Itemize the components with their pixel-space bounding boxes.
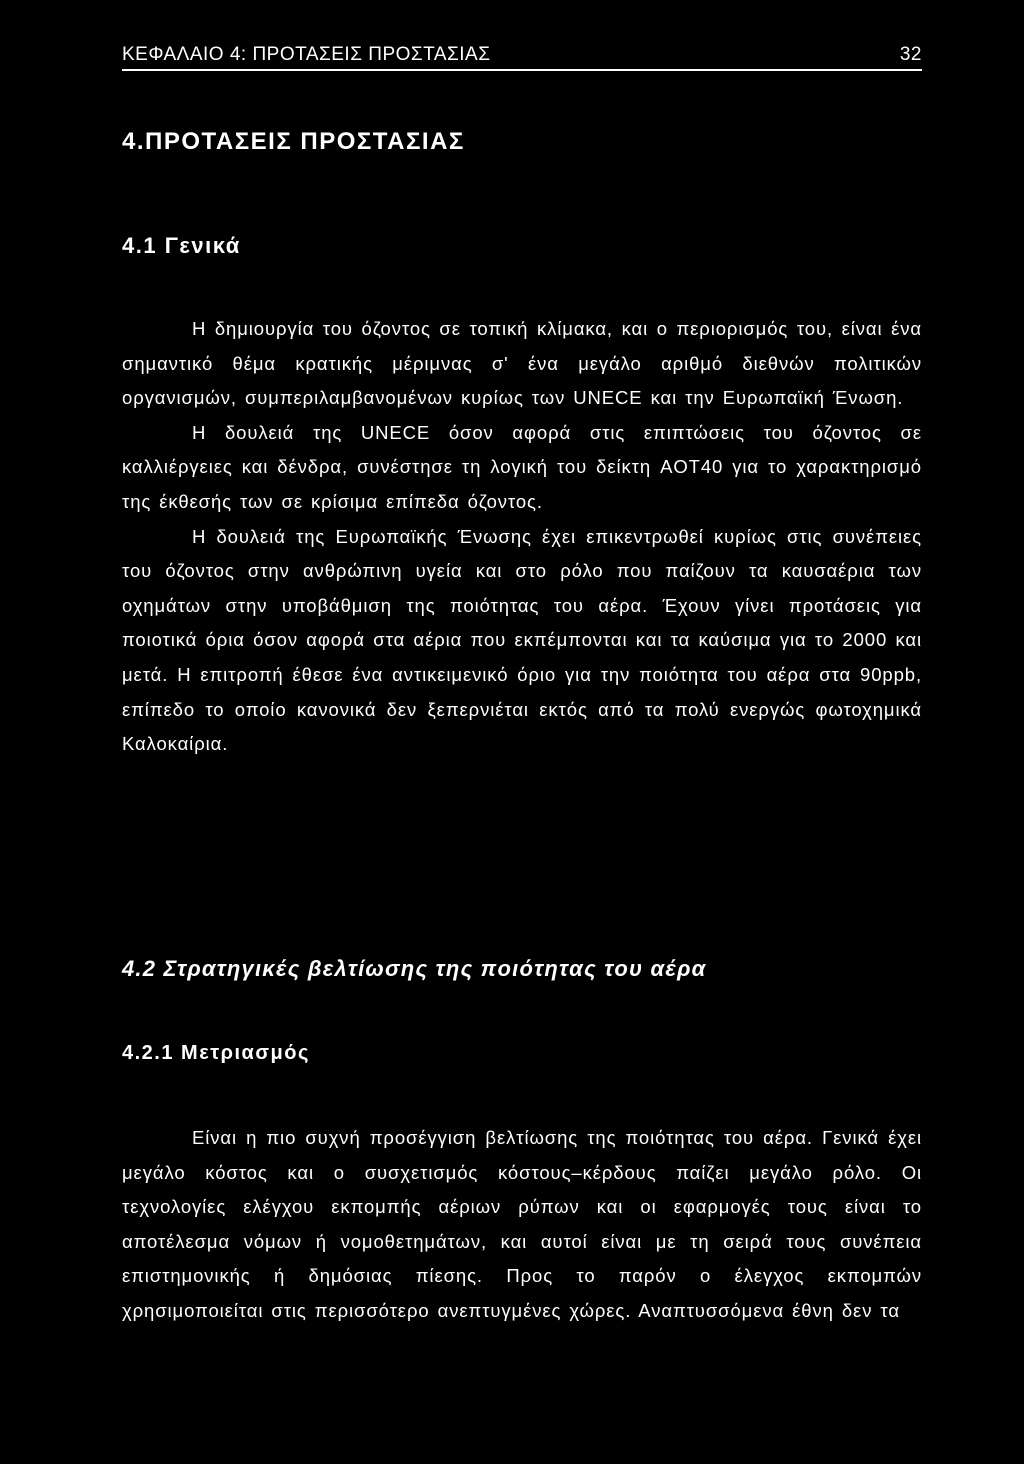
section-general-body (122, 312, 922, 762)
paragraph: Είναι η πιο συχνή προσέγγιση βελτίωσης της ποιότητας του αέρα. Γενικά έχει μεγάλο κόστος και ο συσχετισμός κόστους–κέρδους παίζει μεγάλο ρόλο. Οι τεχνολογίες ελέγχου εκπομπής αέριων ρύπων και οι εφαρμογές τους είναι το αποτέλεσμα νόμων ή νομοθετημάτων, και αυτοί είναι με τη σειρά τους συνέπεια επιστημονικής ή δημόσιας πίεσης. Προς το παρόν ο έλεγχος εκπομπών χρησιμοποιείται στις περισσότερο ανεπτυγμένες χώρες. Αναπτυσσόμενα έθνη δεν τα (122, 1127, 922, 1321)
chapter-title: 4.ΠΡΟΤΑΣΕΙΣ ΠΡΟΣΤΑΣΙΑΣ (122, 128, 465, 155)
header-chapter-title: ΚΕΦΑΛΑΙΟ 4: ΠΡΟΤΑΣΕΙΣ ΠΡΟΣΤΑΣΙΑΣ (122, 44, 491, 65)
subsection-title-mitigation: 4.2.1 Μετριασμός (122, 1042, 310, 1064)
paragraph: Η δουλειά της UNECE όσον αφορά στις επιπτώσεις του όζοντος σε καλλιέργειες και δένδρα, συνέστησε τη λογική του δείκτη AOT40 για το χαρακτηρισμό της έκθεσής των σε κρίσιμα επίπεδα όζοντος. (122, 421, 922, 512)
running-header (122, 44, 922, 71)
header-page-number: 32 (899, 44, 922, 65)
paragraph: Η δουλειά της Ευρωπαϊκής Ένωσης έχει επικεντρωθεί κυρίως στις συνέπειες του όζοντος στην ανθρώπινη υγεία και στο ρόλο που παίζουν τα καυσαέρια των οχημάτων στην υποβάθμιση της ποιότητας του αέρα. Έχουν γίνει προτάσεις για ποιοτικά όρια όσον αφορά στα αέρια που εκπέμπονται και τα καύσιμα για το 2000 και μετά. Η επιτροπή έθεσε ένα αντικειμενικό όριο για την ποιότητα του αέρα στα 90ppb, επίπεδο το οποίο κανονικά δεν ξεπερνιέται εκτός από τα πολύ ενεργώς φωτοχημικά Καλοκαίρια. (122, 525, 922, 755)
subsection-mitigation-body (122, 1121, 922, 1329)
paragraph: Η δημιουργία του όζοντος σε τοπική κλίμακα, και ο περιορισμός του, είναι ένα σημαντικό θέμα κρατικής μέριμνας σ' ένα μεγάλο αριθμό διεθνών πολιτικών οργανισμών, συμπεριλαμβανομένων κυρίως των UNECE και την Ευρωπαϊκή Ένωση. (122, 318, 922, 409)
section-title-general: 4.1 Γενικά (122, 233, 241, 258)
section-title-strategies: 4.2 Στρατηγικές βελτίωσης της ποιότητας του αέρα (122, 956, 707, 981)
